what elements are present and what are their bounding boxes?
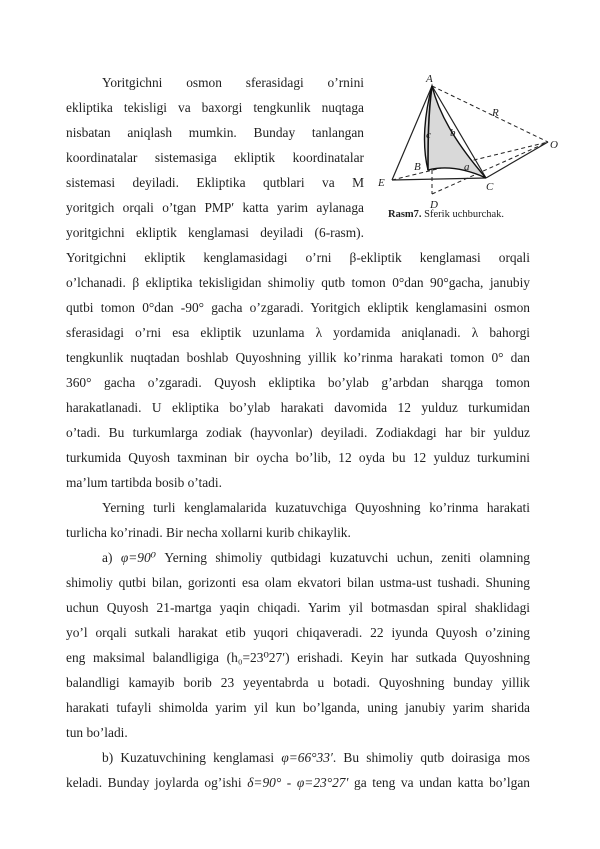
caption-text: Sferik uchburchak. — [424, 209, 505, 220]
p4-line-1 — [102, 749, 530, 766]
p3-prefix: a) — [102, 550, 121, 565]
p1-full-line-10: ma’lum tartibda bosib o’tadi. — [66, 475, 222, 490]
p4-line2-formula: δ=90° - φ=23°27′ — [247, 775, 349, 790]
spherical-triangle-diagram — [368, 66, 560, 216]
p4-line2-end: ga teng va undan katta bo’lgan — [348, 775, 530, 790]
p3-line-8: tun bo’ladi. — [66, 725, 128, 740]
line-C-O — [486, 142, 548, 178]
p1-full-line-8: o’tadi. Bu turkumlarga zodiak (hayvonlar) deyiladi. Zodiakdagi har bir yulduz — [66, 425, 530, 440]
p4-formula: φ=66°33′ — [281, 750, 333, 765]
p1-full-line-7: harakatlanadi. U ekliptika bo’ylab harakati davomida 12 yulduz turkumidan — [66, 400, 530, 415]
line-E-C — [392, 178, 486, 180]
p1-line-7: yoritgichni ekliptik kenglamasi deyiladi (6-rasm). — [66, 225, 364, 240]
p3-line-1 — [102, 549, 530, 566]
p1-full-line-9: turkumida Quyosh taxminan bir oycha bo’lib, 12 oyda bu 12 yulduz turkumini — [66, 450, 530, 465]
p3-line-2: shimoliy qutbi bilan, gorizonti esa olam ekvatori bilan ustma-ust tushadi. Shuning — [66, 575, 530, 590]
p1-line-4: koordinatalar sistemasiga ekliptik koordinatalar — [66, 150, 364, 165]
label-A: A — [426, 73, 433, 85]
figure-caption — [388, 209, 504, 220]
p3-line-3: uchun Quyosh 21-martga yaqin chiqadi. Yarim yil botmasdan spiral shaklidagi — [66, 600, 530, 615]
label-C: C — [486, 181, 494, 193]
p4-prefix: b) Kuzatuvchining kenglamasi — [102, 750, 282, 765]
p1-full-line-3: qutbi tomon 0°dan -90° gacha o’zgaradi. Yoritgich ekliptik kenglamasini osmon — [66, 300, 530, 315]
p1-full-line-5: tengkunlik nuqtadan boshlab Quyoshning yillik ko’rinma harakati tomon 0° dan — [66, 350, 530, 365]
p3-line-4: yo’l orqali sutkali harakat etib yuqori chiqaveradi. 22 iyunda Quyosh o’zining — [66, 625, 530, 640]
p1-full-line-4: sferasidagi o’rni esa ekliptik uzunlama λ yordamida aniqlanadi. λ bahorgi — [66, 325, 530, 340]
p2-line-2: turlicha ko’rinadi. Bir necha xollarni kurib chikaylik. — [66, 525, 351, 540]
label-b: b — [450, 127, 456, 139]
p3-line-5: eng maksimal balandligiga (h₀=23⁰27′) erishadi. Keyin har sutkada Quyoshning — [66, 650, 530, 665]
p4-line-2 — [66, 774, 530, 791]
label-c: c — [426, 129, 431, 141]
label-D: D — [430, 199, 438, 211]
p4-first-rest: . Bu shimoliy qutb doirasiga mos — [332, 750, 530, 765]
p3-line-7: harakati tufayli shimolda yarim yil kun bo’lganda, uning janubiy yarim sharida — [66, 700, 530, 715]
p3-first-rest: Yerning shimoliy qutbidagi kuzatuvchi uchun, zeniti olamning — [156, 550, 530, 565]
p1-line-2: ekliptika tekisligi va baxorgi tengkunlik nuqtaga — [66, 100, 364, 115]
p1-line-6: yoritgich orqali o’tgan PMP′ katta yarim aylanaga — [66, 200, 364, 215]
label-B: B — [414, 161, 421, 173]
p1-full-line-6: 360° gacha o’zgaradi. Quyosh ekliptika bo’ylab g’arbdan sharqga tomon — [66, 375, 530, 390]
p1-line-3: nisbatan aniqlash mumkin. Bunday tanlangan — [66, 125, 364, 140]
label-O: O — [550, 139, 558, 151]
label-E: E — [378, 177, 385, 189]
p1-full-line-2: o’lchanadi. β ekliptika tekisligidan shimoliy qutb tomon 0°dan 90°gacha, janubiy — [66, 275, 530, 290]
p3-formula: φ=90⁰ — [120, 550, 157, 565]
p1-line-1: Yoritgichni osmon sferasidagi o’rnini — [102, 75, 364, 90]
p1-full-line-1: Yoritgichni ekliptik kenglamasidagi o’rni β-ekliptik kenglamasi orqali — [66, 250, 530, 265]
label-a: a — [464, 161, 470, 173]
label-R: R — [492, 107, 499, 119]
spherical-triangle-figure — [368, 66, 560, 216]
p3-line-6: balandligi kamayib borib 23 yeyentabrda u botadi. Quyoshning bunday yillik — [66, 675, 530, 690]
p4-line2-start: keladi. Bunday joylarda og’ishi — [66, 775, 248, 790]
caption-number: Rasm7. — [388, 209, 422, 220]
p2-line-1: Yerning turli kenglamalarida kuzatuvchiga Quyoshning ko’rinma harakati — [102, 500, 530, 515]
p1-line-5: sistemasi deyiladi. Ekliptika qutblari va M — [66, 175, 364, 190]
